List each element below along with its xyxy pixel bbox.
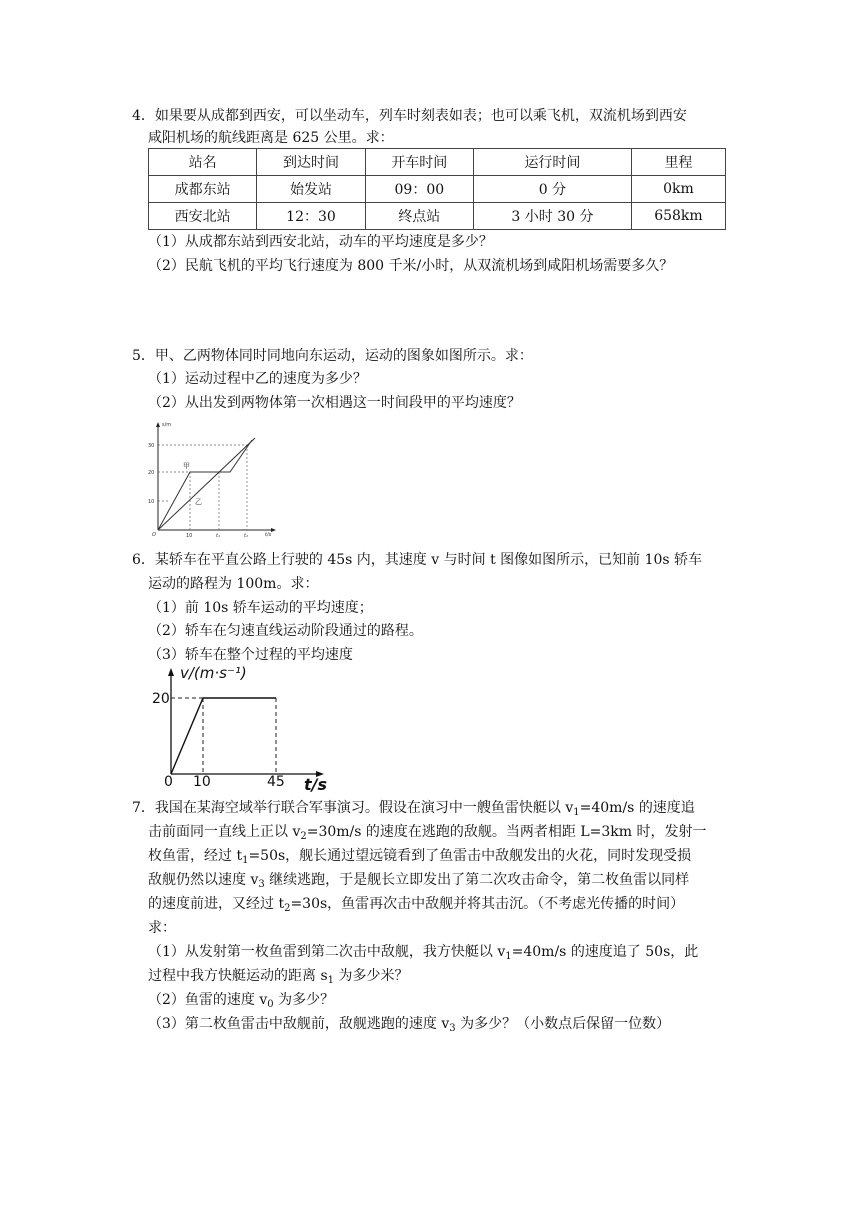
subscript: 1 xyxy=(505,951,512,962)
line-yi xyxy=(158,438,255,530)
subscript: 3 xyxy=(449,1023,456,1034)
x-tick-t2: t₂ xyxy=(244,533,248,539)
table-cell: 0 分 xyxy=(473,176,631,203)
subscript: 1 xyxy=(242,855,249,866)
q5-sub-2: （2）从出发到两物体第一次相遇这一时间段甲的平均速度？ xyxy=(148,395,521,411)
q4-line-1: 4．如果要从成都到西安，可以坐动车，列车时刻表如表；也可以乘飞机，双流机场到西安 xyxy=(132,108,687,124)
q7-line-4 xyxy=(148,870,689,895)
q5-sub-1: （1）运动过程中乙的速度为多少？ xyxy=(148,371,367,387)
y-tick-20: 20 xyxy=(152,691,170,707)
q4-line-2: 咸阳机场的航线距离是 625 公里。求： xyxy=(148,130,394,146)
text: 为多少？ xyxy=(273,992,335,1008)
timetable xyxy=(148,148,726,230)
q6-sub-2: （2）轿车在匀速直线运动阶段通过的路程。 xyxy=(148,623,423,639)
y-tick-30: 30 xyxy=(148,443,155,449)
table-row xyxy=(149,176,726,203)
q7-sub-2 xyxy=(148,990,334,1015)
text: 继续逃跑，于是舰长立即发出了第二次攻击命令，第二枚鱼雷以同样 xyxy=(264,872,690,888)
subscript: 3 xyxy=(258,879,265,890)
x-axis-label: t/s xyxy=(304,775,328,792)
label-yi: 乙 xyxy=(195,498,202,506)
text: 为多少米？ xyxy=(334,968,409,984)
text: （3）第二枚鱼雷击中敌舰前，敌舰逃跑的速度 v xyxy=(148,1016,450,1032)
text: =30m/s 的速度在逃跑的敌舰。当两者相距 L=3km 时，发射一 xyxy=(306,824,707,840)
table-cell: 始发站 xyxy=(257,176,365,203)
q4-sub-2: （2）民航飞机的平均飞行速度为 800 千米/小时，从双流机场到咸阳机场需要多久？ xyxy=(148,258,674,274)
y-axis-arrow xyxy=(168,668,174,676)
text: （2）鱼雷的速度 v xyxy=(148,992,268,1008)
table-header: 运行时间 xyxy=(473,149,631,176)
table-header: 开车时间 xyxy=(365,149,473,176)
q6-sub-3: （3）轿车在整个过程的平均速度 xyxy=(148,647,353,663)
table-header: 站名 xyxy=(149,149,257,176)
origin-label: O xyxy=(152,532,156,538)
q7-sub-3 xyxy=(148,1014,670,1039)
text: =50s，舰长通过望远镜看到了鱼雷击中敌舰发出的火花，同时发现受损 xyxy=(248,848,692,864)
text: =40m/s 的速度追 xyxy=(579,800,695,816)
table-row xyxy=(149,203,726,230)
table-cell: 658km xyxy=(631,203,725,230)
q5-position-time-graph xyxy=(140,418,280,542)
q7-line-1 xyxy=(132,798,695,823)
x-axis-label: t/s xyxy=(265,532,272,538)
table-cell: 12：30 xyxy=(257,203,365,230)
text: 敌舰仍然以速度 v xyxy=(148,872,259,888)
table-cell: 09：00 xyxy=(365,176,473,203)
table-header-row xyxy=(149,149,726,176)
q6-line-1: 6．某轿车在平直公路上行驶的 45s 内，其速度 v 与时间 t 图像如图所示，已知前 10s 轿车 xyxy=(132,552,703,568)
table-cell: 终点站 xyxy=(365,203,473,230)
text: （1）从发射第一枚鱼雷到第二次击中敌舰，我方快艇以 v xyxy=(148,944,506,960)
x-tick-45: 45 xyxy=(267,774,285,790)
text: 的速度前进，又经过 t xyxy=(148,896,285,912)
q6-line-2: 运动的路程为 100m。求： xyxy=(148,576,319,592)
x-tick-0: 0 xyxy=(164,774,173,790)
text: 击前面同一直线上正以 v xyxy=(148,824,301,840)
q7-sub-1-line-1 xyxy=(148,942,698,967)
x-tick-10: 10 xyxy=(186,533,193,539)
text: 枚鱼雷，经过 t xyxy=(148,848,243,864)
subscript: 1 xyxy=(327,975,335,986)
q7-line-5 xyxy=(148,894,684,919)
x-axis-arrow xyxy=(271,528,276,532)
q6-velocity-time-graph xyxy=(146,662,336,792)
q7-line-6: 求： xyxy=(148,920,176,936)
table-cell: 0km xyxy=(631,176,725,203)
label-jia: 甲 xyxy=(183,462,190,470)
subscript: 0 xyxy=(267,999,274,1010)
q6-sub-1: （1）前 10s 轿车运动的平均速度； xyxy=(148,600,373,616)
y-axis-label: s/m xyxy=(162,422,172,428)
q4-sub-1: （1）从成都东站到西安北站，动车的平均速度是多少？ xyxy=(148,234,493,250)
subscript: 2 xyxy=(284,903,291,914)
text: =30s，鱼雷再次击中敌舰并将其击沉。（不考虑光传播的时间） xyxy=(290,896,685,912)
table-cell: 西安北站 xyxy=(149,203,257,230)
q5-line-1: 5．甲、乙两物体同时同地向东运动，运动的图象如图所示。求： xyxy=(132,348,533,364)
table-header: 里程 xyxy=(631,149,725,176)
y-axis-label: v/(m·s⁻¹) xyxy=(180,664,247,682)
table-header: 到达时间 xyxy=(257,149,365,176)
y-tick-20: 20 xyxy=(148,470,155,476)
text: 为多少？（小数点后保留一位数） xyxy=(455,1016,671,1032)
q7-line-3 xyxy=(148,846,691,871)
table-cell: 3 小时 30 分 xyxy=(473,203,631,230)
x-tick-10: 10 xyxy=(193,774,211,790)
subscript: 1 xyxy=(573,807,580,818)
text: 过程中我方快艇运动的距离 s xyxy=(148,968,328,984)
text: =40m/s 的速度追了 50s，此 xyxy=(511,944,699,960)
table-cell: 成都东站 xyxy=(149,176,257,203)
q7-sub-1-line-2 xyxy=(148,966,408,991)
y-tick-10: 10 xyxy=(148,499,155,505)
y-axis-arrow xyxy=(156,422,160,427)
text: 7．我国在某海空域举行联合军事演习。假设在演习中一艘鱼雷快艇以 v xyxy=(132,800,574,816)
velocity-line xyxy=(171,698,276,774)
q7-line-2 xyxy=(148,822,707,847)
x-tick-t1: t₁ xyxy=(216,533,220,539)
subscript: 2 xyxy=(300,831,307,842)
